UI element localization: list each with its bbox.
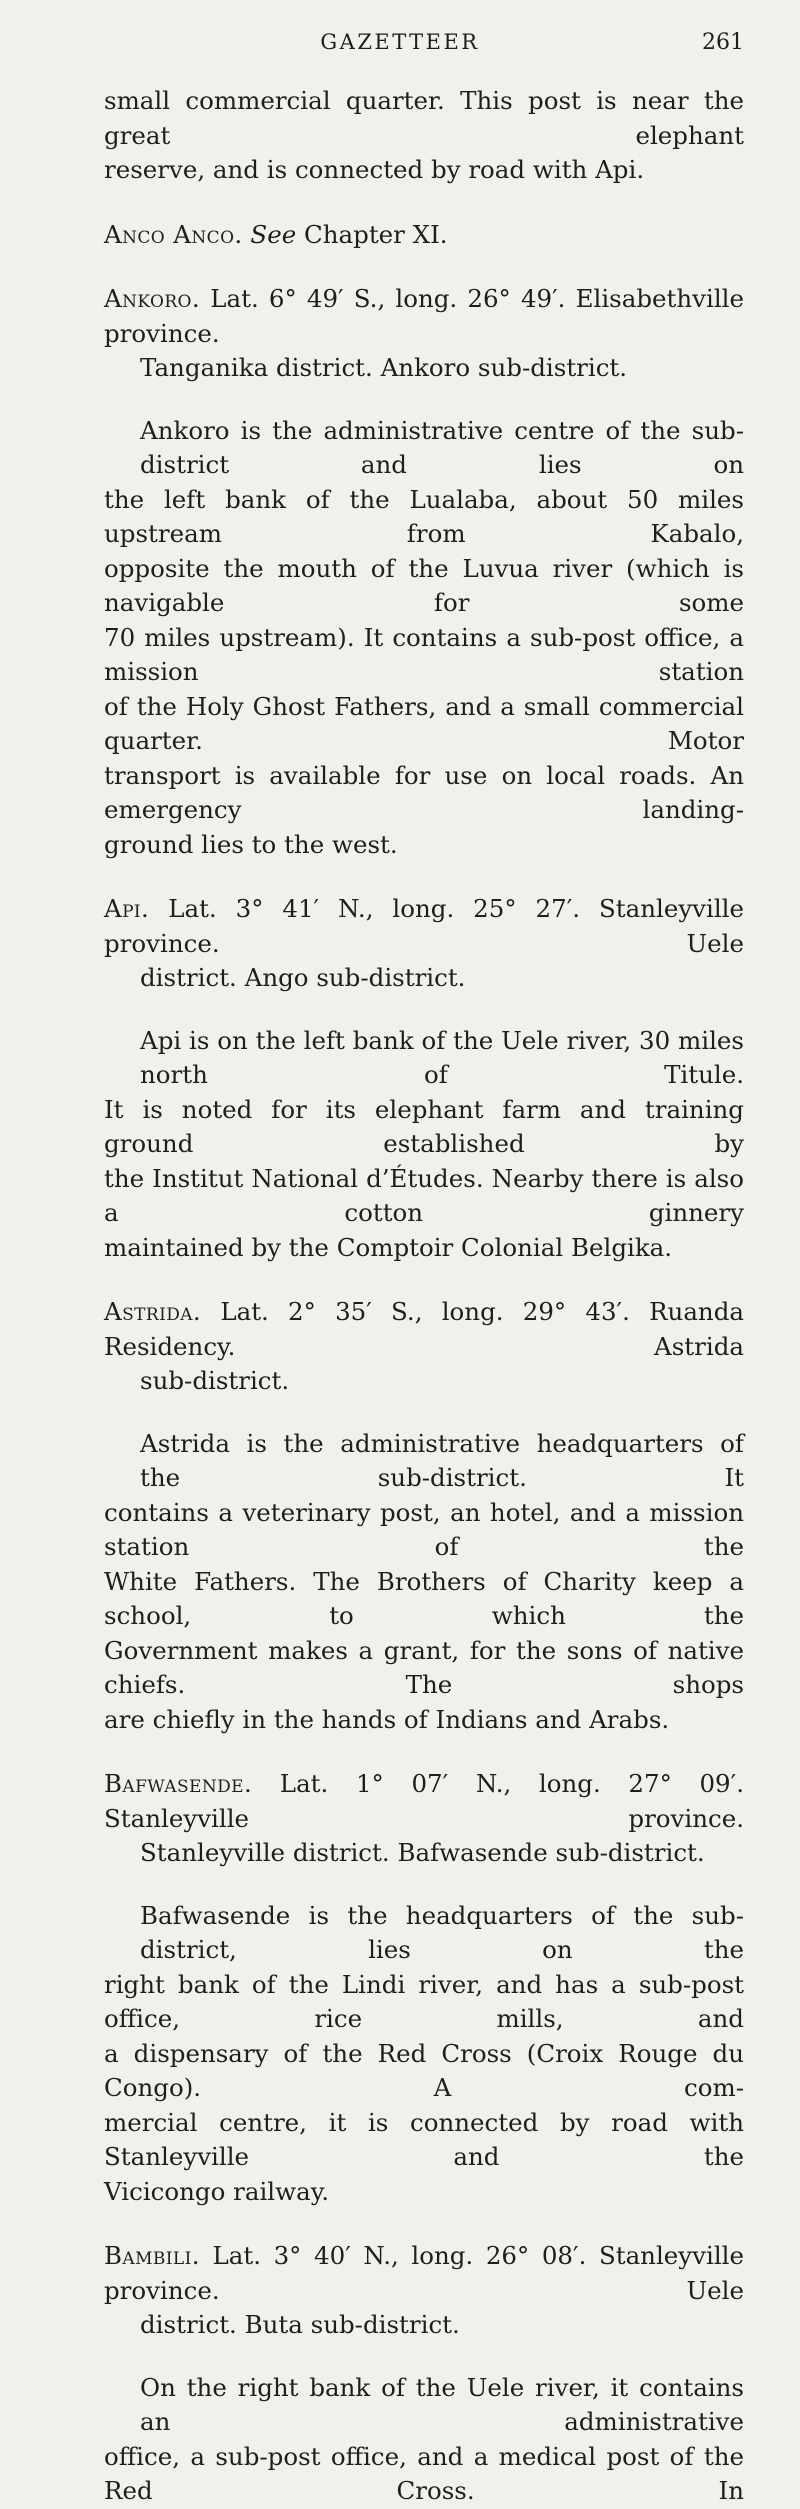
running-title: GAZETTEER (320, 30, 480, 54)
spacer (104, 1737, 744, 1767)
text-line: opposite the mouth of the Luvua river (which is navigable for some (104, 553, 744, 617)
entry-name: Bambili. (104, 2241, 200, 2270)
text-line: White Fathers. The Brothers of Charity keep a school, to which the (104, 1566, 744, 1630)
text-line: the Institut National d’Études. Nearby there is also a cotton ginnery (104, 1163, 744, 1227)
text-line: of the Holy Ghost Fathers, and a small commercial quarter. Motor (104, 691, 744, 755)
text-line: Api is on the left bank of the Uele river, 30 miles north of Titule. (140, 1025, 744, 1089)
entry-location: Lat. 3° 40′ N., long. 26° 08′. Stanleyville province. Uele (104, 2241, 744, 2305)
entry-heading-line (104, 1767, 744, 1836)
text-line: Government makes a grant, for the sons of native chiefs. The shops (104, 1635, 744, 1699)
cross-reference-target: Chapter XI. (304, 219, 448, 249)
text-line: are chiefly in the hands of Indians and Arabs. (104, 1704, 670, 1734)
entry-heading-line: Stanleyville district. Bafwasende sub-district. (140, 1838, 705, 1867)
entry-location: Lat. 6° 49′ S., long. 26° 49′. Elisabethville province. (104, 284, 744, 348)
page-number: 261 (702, 30, 744, 55)
spacer (104, 1871, 744, 1899)
entry-name: Anco Anco. (104, 219, 243, 249)
entry-heading-line: sub-district. (140, 1366, 290, 1395)
entry-heading-line: district. Buta sub-district. (140, 2310, 460, 2339)
cross-reference-see: See (250, 219, 297, 249)
body-text (104, 84, 744, 2509)
spacer (104, 188, 744, 218)
spacer (104, 1265, 744, 1295)
text-line: contains a veterinary post, an hotel, and a mission station of the (104, 1497, 744, 1561)
text-line: small commercial quarter. This post is near the great elephant (104, 86, 744, 150)
text-line: reserve, and is connected by road with Api. (104, 155, 645, 184)
spacer (104, 252, 744, 282)
entry-location: Lat. 2° 35′ S., long. 29° 43′. Ruanda Residency. Astrida (104, 1297, 744, 1361)
text-line: transport is available for use on local roads. An emergency landing- (104, 760, 744, 824)
spacer (104, 862, 744, 892)
spacer (104, 2343, 744, 2371)
text-line: maintained by the Comptoir Colonial Belgika. (104, 1232, 673, 1262)
text-line: the left bank of the Lualaba, about 50 miles upstream from Kabalo, (104, 484, 744, 548)
entry-heading-line (104, 892, 744, 961)
text-line: 70 miles upstream). It contains a sub-post office, a mission station (104, 622, 744, 686)
page-header (0, 30, 800, 60)
text-line: It is noted for its elephant farm and training ground established by (104, 1094, 744, 1158)
text-line: right bank of the Lindi river, and has a sub-post office, rice mills, and (104, 1969, 744, 2033)
text-line: On the right bank of the Uele river, it contains an administrative (140, 2372, 744, 2436)
entry-location: Lat. 1° 07′ N., long. 27° 09′. Stanleyville province. (104, 1769, 744, 1833)
text-line: Astrida is the administrative headquarters of the sub-district. It (140, 1428, 744, 1492)
entry-heading-line (104, 282, 744, 351)
text-line: mercial centre, it is connected by road with Stanleyville and the (104, 2107, 744, 2171)
text-line: ground lies to the west. (104, 829, 398, 859)
text-line: Vicicongo railway. (104, 2176, 330, 2206)
entry-heading-line (104, 1295, 744, 1364)
entry-heading-line: district. Ango sub-district. (140, 963, 466, 992)
entry-heading-line (104, 2239, 744, 2308)
entry-name: Bafwasende. (104, 1769, 253, 1798)
entry-name: Api. (104, 894, 150, 923)
entry-name: Ankoro. (104, 284, 201, 313)
spacer (104, 2209, 744, 2239)
text-line: Bafwasende is the headquarters of the sub-district, lies on the (140, 1900, 744, 1964)
entry-heading-line: Tanganika district. Ankoro sub-district. (140, 353, 628, 382)
entry-location: Lat. 3° 41′ N., long. 25° 27′. Stanleyville province. Uele (104, 894, 745, 958)
text-line: a dispensary of the Red Cross (Croix Rouge du Congo). A com- (104, 2038, 744, 2102)
spacer (104, 1399, 744, 1427)
text-line: office, a sub-post office, and a medical post of the Red Cross. In (104, 2441, 744, 2505)
entry-anco (104, 218, 744, 253)
text-line: Ankoro is the administrative centre of the sub-district and lies on (140, 415, 744, 479)
entry-name: Astrida. (104, 1297, 202, 1326)
spacer (104, 996, 744, 1024)
spacer (104, 386, 744, 414)
